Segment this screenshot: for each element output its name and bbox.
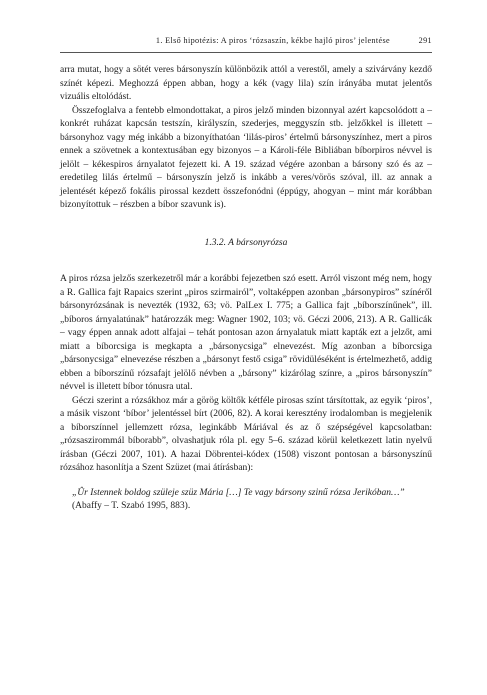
body-text	[60, 64, 432, 514]
paragraph-2: Összefoglalva a fentebb elmondottakat, a piros jelző minden bizonnyal azért kapcsolódott a – konkrét ruházat kapcsán testszín, királyszín, szederjes, meggyszín stb. jelzőkkel is illetett – bársonyhoz vagy még inkább a bizonyíthatóan ‘lilás-piros’ értelmű bársonyszínhez, mert a piros ennek a szövetnek a kontextusában egy bizonyos – a Károli-féle Bibliában bíborpiros névvel is jelölt – kékespiros árnyalatot fejezett ki. A 19. század végére azonban a bársony szó és az – eredetileg lilás értelmű – bársonyszín jelző is inkább a veres/vörös szóval, ill. az annak a jelentését képező fokális pirossal kezdett összefonódni (éppúgy, ahogyan – mint már korábban bizonyítottuk – részben a bíbor szavunk is).	[60, 105, 432, 210]
paragraph-3: A piros rózsa jelzős szerkezetről már a korábbi fejezetben szó esett. Arról viszont még nem, hogy a R. Gallica fajt Rapaics szerint „piros szirmairól”, voltaképpen azonban „bársonypiros” színéről bársonyrózsának is nevezték (1932, 63; vö. PalLex I. 775; a Gallica fajt „bíborszínűnek”, ill. „bíboros árnyalatúnak” határozzák meg: Wagner 1902, 103; vö. Géczi 2006, 213). A R. Gallicák – vagy éppen annak adott alfajai – tehát pontosan azon árnyalatuk miatt kapták ezt a jelzőt, ami miatt a bíborcsiga is megkapta a „bársonycsiga” elnevezést. Míg azonban a bíborcsiga „bársonycsiga” elnevezése részben a „bársonyt festő csiga” rövidüléséként is értelmezhető, addig ebben a bíborszínű rózsafajt jelölő névben a „bársony” kizárólag színre, a „piros bársonyszín” névvel is illetett bíbor tónusra utal.	[60, 274, 432, 392]
page-number: 291	[418, 36, 432, 45]
paragraph-1: arra mutat, hogy a sötét veres bársonyszín különbözik attól a verestől, amely a szivárvány kezdő színét képezi. Meghozzá éppen abban, hogy a kék (vagy lila) szín irányába mutat jelentős vizuális eltolódást.	[60, 65, 432, 102]
running-head	[60, 36, 432, 50]
running-head-title: 1. Első hipotézis: A piros ‘rózsaszín, kékbe hajló piros’ jelentése	[155, 36, 390, 45]
block-quote	[72, 487, 432, 514]
quote-text-italic: „Ûr Istennek boldog szüleje szüz Mária […] Te vagy bársony szinű rózsa Jerikóban…”	[72, 487, 405, 498]
quote-text	[72, 487, 432, 501]
section-heading: 1.3.2. A bársonyrózsa	[204, 237, 288, 248]
paragraph-4: Géczi szerint a rózsákhoz már a görög költők kétféle pirosas színt társítottak, az egyik ‘piros’, a másik viszont ‘bíbor’ jelentéssel bírt (2006, 82). A korai keresztény irodalomban is megjelenik a bíborszínnel jellemzett rózsa, leginkább Máriával és az ő szépségével kapcsolatban: „rózsaszirommál bíborabb”, olvashatjuk róla pl. egy 5–6. század körül keletkezett latin nyelvű írásban (Géczi 2007, 101). A hazai Döbrentei-kódex (1508) viszont pontosan a bársonyszínű rózsához hasonlítja a Szent Szüzet (mai átírásban):	[60, 395, 432, 473]
header-rule	[60, 52, 432, 53]
quote-source: (Abaffy – T. Szabó 1995, 883).	[72, 501, 191, 511]
